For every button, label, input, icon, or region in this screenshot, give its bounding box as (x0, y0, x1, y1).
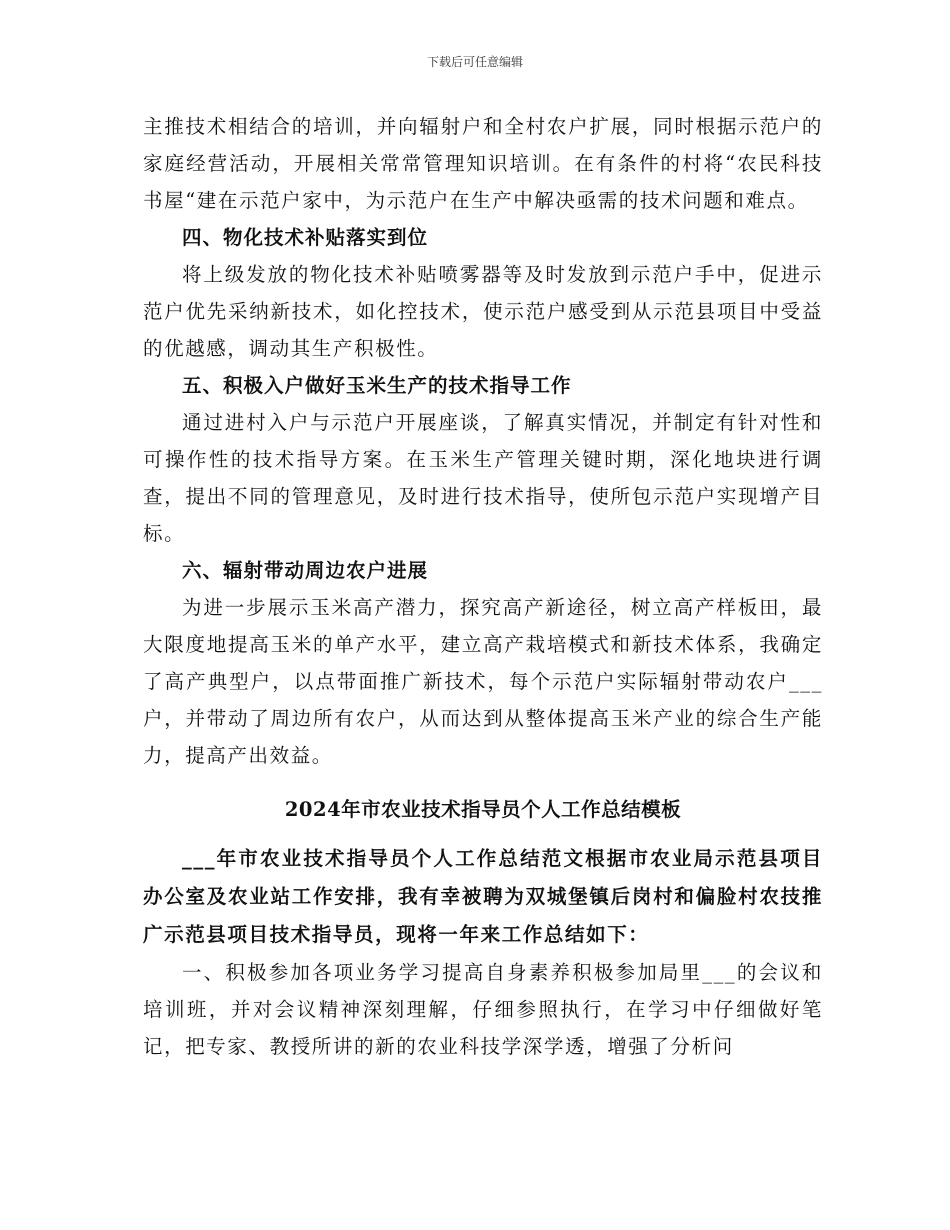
intro-paragraph: ___年市农业技术指导员个人工作总结范文根据市农业局示范县项目办公室及农业站工作安排，我有幸被聘为双城堡镇后岗村和偏脸村农技推广示范县项目技术指导员，现将一年来工作总结如下： (143, 847, 823, 946)
paragraph-study: 一、积极参加各项业务学习提高自身素养积极参加局里___的会议和培训班，并对会议精神深刻理解，仔细参照执行，在学习中仔细做好笔记，把专家、教授所讲的新的农业科技学深学透，增强了分析问 (143, 961, 823, 1058)
paragraph-radiation: 为进一步展示玉米高产潜力，探究高产新途径，树立高产样板田，最大限度地提高玉米的单产水平，建立高产栽培模式和新技术体系，我确定了高产典型户，以点带面推广新技术，每个示范户实际辐射带动农户___户，并带动了周边所有农户，从而达到从整体提高玉米产业的综合生产能力，提高产出效益。 (143, 596, 823, 767)
section-heading-5: 五、积极入户做好玉米生产的技术指导工作 (182, 374, 572, 397)
paragraph-training: 主推技术相结合的培训，并向辐射户和全村农户扩展，同时根据示范户的家庭经营活动，开展相关常常管理知识培训。在有条件的村将“农民科技书屋“建在示范户家中，为示范户在生产中解决亟需的技术问题和难点。 (143, 115, 823, 212)
section-heading-6: 六、辐射带动周边农户进展 (182, 559, 429, 582)
paragraph-subsidy: 将上级发放的物化技术补贴喷雾器等及时发放到示范户手中，促进示范户优先采纳新技术，如化控技术，使示范户感受到从示范县项目中受益的优越感，调动其生产积极性。 (143, 263, 823, 360)
section-heading-4: 四、物化技术补贴落实到位 (182, 226, 429, 249)
document-body (143, 108, 823, 1065)
document-title: 2024年市农业技术指导员个人工作总结模板 (284, 798, 682, 821)
page-header-note: 下载后可任意编辑 (426, 55, 523, 69)
paragraph-guidance: 通过进村入户与示范户开展座谈，了解真实情况，并制定有针对性和可操作性的技术指导方案。在玉米生产管理关键时期，深化地块进行调查，提出不同的管理意见，及时进行技术指导，使所包示范户实现增产目标。 (143, 411, 823, 545)
